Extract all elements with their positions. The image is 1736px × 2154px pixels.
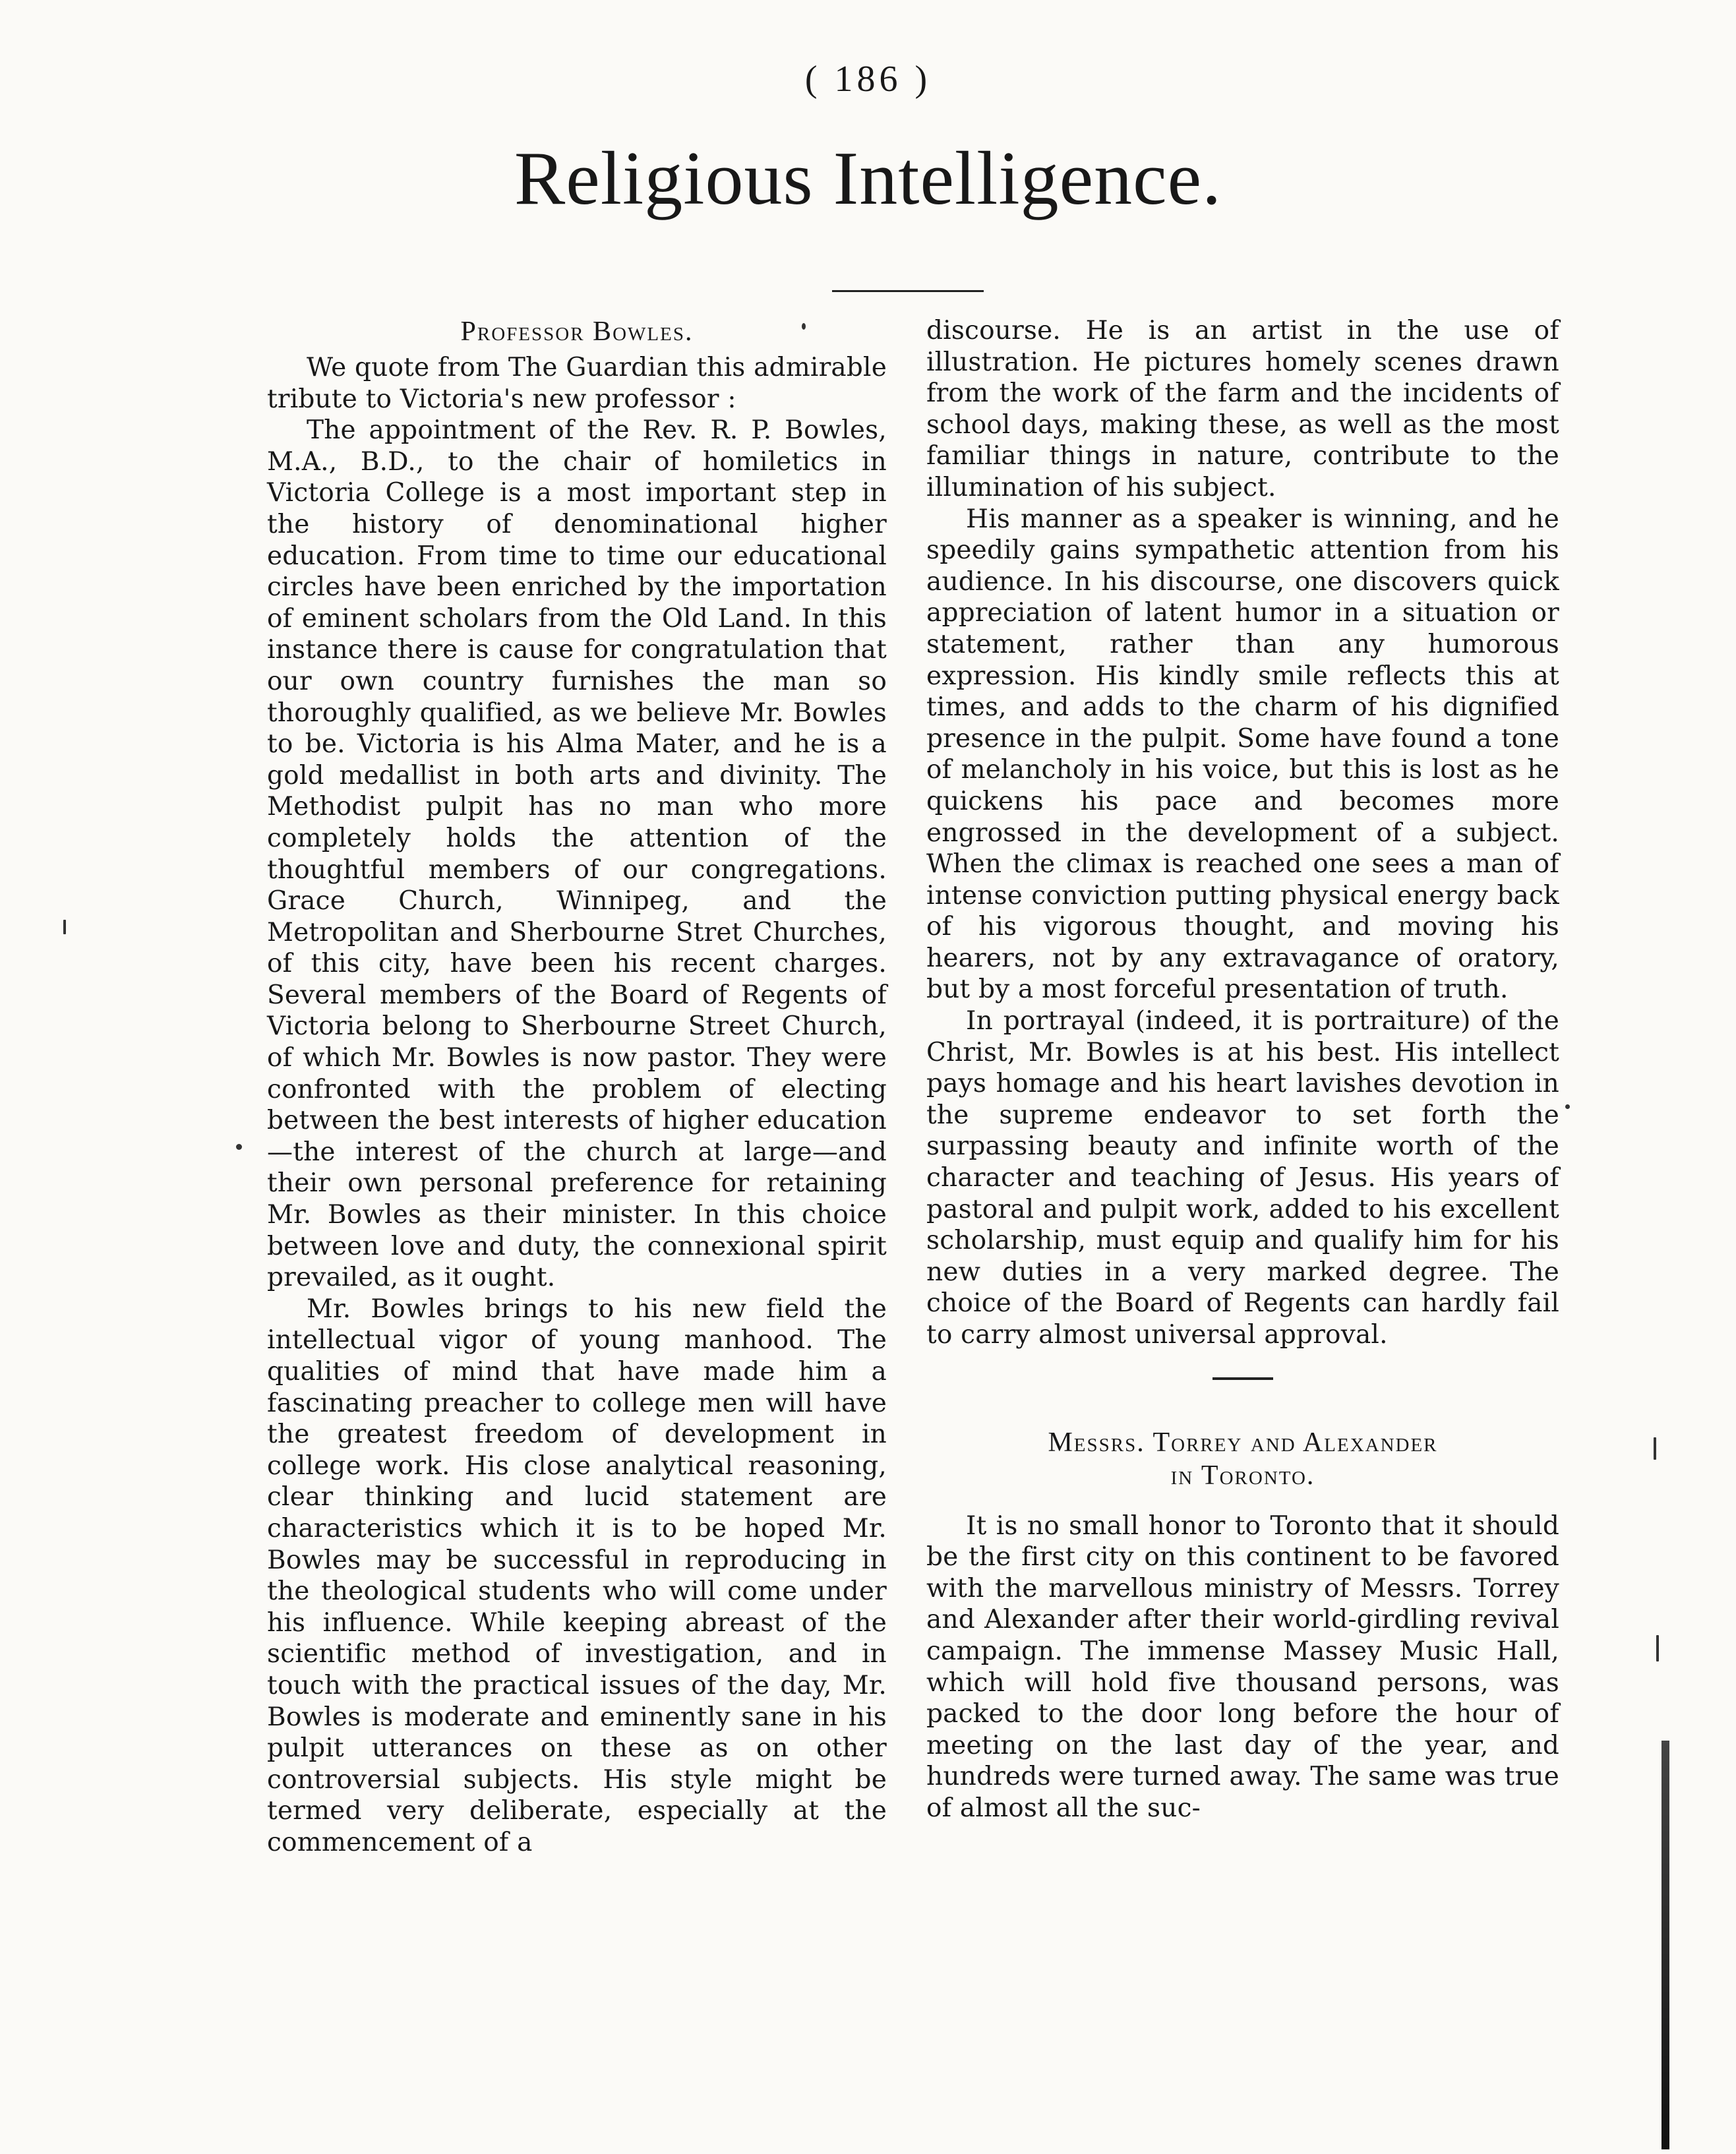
page-number: ( 186 )	[804, 59, 932, 100]
article-paragraph-continued: discourse. He is an artist in the use of illustration. He pictures homely scenes drawn from the work of the farm and the incidents of school days, making these, as well as the most familiar things in nature, contribute to the illumination of his subject.	[926, 316, 1559, 502]
article-paragraph: We quote from The Guardian this admirable tribute to Victoria's new professor :	[267, 353, 887, 414]
title-rule	[832, 290, 984, 292]
heading-line: in Toronto.	[1170, 1460, 1315, 1491]
article-heading-torrey-alexander	[926, 1426, 1559, 1492]
article-paragraph: Mr. Bowles brings to his new field the intellectual vigor of young manhood. The qualities of mind that have made him a fascinating preacher to college men will have the greatest freedom of development in college work. His close analytical reasoning, clear thinking and lucid statement are characteristics which it is to be hoped Mr. Bowles may be successful in reproducing in the theological students who will come under his influence. While keeping abreast of the scientific method of investigation, and in touch with the practical issues of the day, Mr. Bowles is moderate and eminently sane in his pulpit utterances on these as on other controversial subjects. His style might be termed very deliberate, especially at the commencement of a	[267, 1294, 887, 1857]
scan-speck	[1654, 1437, 1656, 1460]
section-divider	[1212, 1377, 1273, 1380]
article-paragraph: In portrayal (indeed, it is portraiture) of the Christ, Mr. Bowles is at his best. His intellect pays homage and his heart lavishes devotion in the supreme endeavor to set forth the surpassing beauty and infinite worth of the character and teaching of Jesus. His years of pastoral and pulpit work, added to his excellent scholarship, must equip and qualify him for his new duties in a very marked degree. The choice of the Board of Regents can hardly fail to carry almost universal approval.	[926, 1006, 1559, 1350]
article-paragraph: It is no small honor to Toronto that it should be the first city on this continent to be favored with the marvellous ministry of Messrs. Torrey and Alexander after their world-girdling revival campaign. The immense Massey Music Hall, which will hold five thousand persons, was packed to the door long before the hour of meeting on the last day of the year, and hundreds were turned away. The same was true of almost all the suc-	[926, 1511, 1559, 1823]
scan-edge-shadow	[1661, 1741, 1669, 2149]
scan-speck	[1565, 1104, 1570, 1109]
scan-speck	[1656, 1635, 1659, 1661]
article-paragraph: His manner as a speaker is winning, and he speedily gains sympathetic attention from his audience. In his discourse, one discovers quick appreciation of latent humor in a situation or statement, rather than any humorous expression. His kindly smile reflects this at times, and adds to the charm of his dignified presence in the pulpit. Some have found a tone of melancholy in his voice, but this is lost as he quickens his pace and becomes more engrossed in the development of a subject. When the climax is reached one sees a man of intense conviction putting physical energy back of his vigorous thought, and moving his hearers, not by any extravagance of oratory, but by a most forceful presentation of truth.	[926, 504, 1559, 1005]
article-paragraph: The appointment of the Rev. R. P. Bowles, M.A., B.D., to the chair of homiletics in Victoria College is a most important step in the history of denominational higher education. From time to time our educational circles have been enriched by the importation of eminent scholars from the Old Land. In this instance there is cause for congratulation that our own country furnishes the man so thoroughly qualified, as we believe Mr. Bowles to be. Victoria is his Alma Mater, and he is a gold medallist in both arts and divinity. The Methodist pulpit has no man who more completely holds the attention of the thoughtful members of our congregations. Grace Church, Winnipeg, and the Metropolitan and Sherbourne Stret Churches, of this city, have been his recent charges. Several members of the Board of Regents of Victoria belong to Sherbourne Street Church, of which Mr. Bowles is now pastor. They were confronted with the problem of electing between the best interests of higher education—the interest of the church at large—and their own personal preference for retaining Mr. Bowles as their minister. In this choice between love and duty, the connexional spirit prevailed, as it ought.	[267, 415, 887, 1293]
scan-speck	[802, 323, 806, 330]
page-title: Religious Intelligence.	[514, 136, 1222, 221]
right-column	[926, 315, 1559, 1824]
heading-line: Messrs. Torrey and Alexander	[1048, 1427, 1438, 1458]
article-heading-professor-bowles: Professor Bowles.	[460, 316, 694, 347]
scan-speck	[63, 920, 66, 934]
left-column	[267, 315, 887, 1859]
scan-speck	[236, 1144, 242, 1150]
